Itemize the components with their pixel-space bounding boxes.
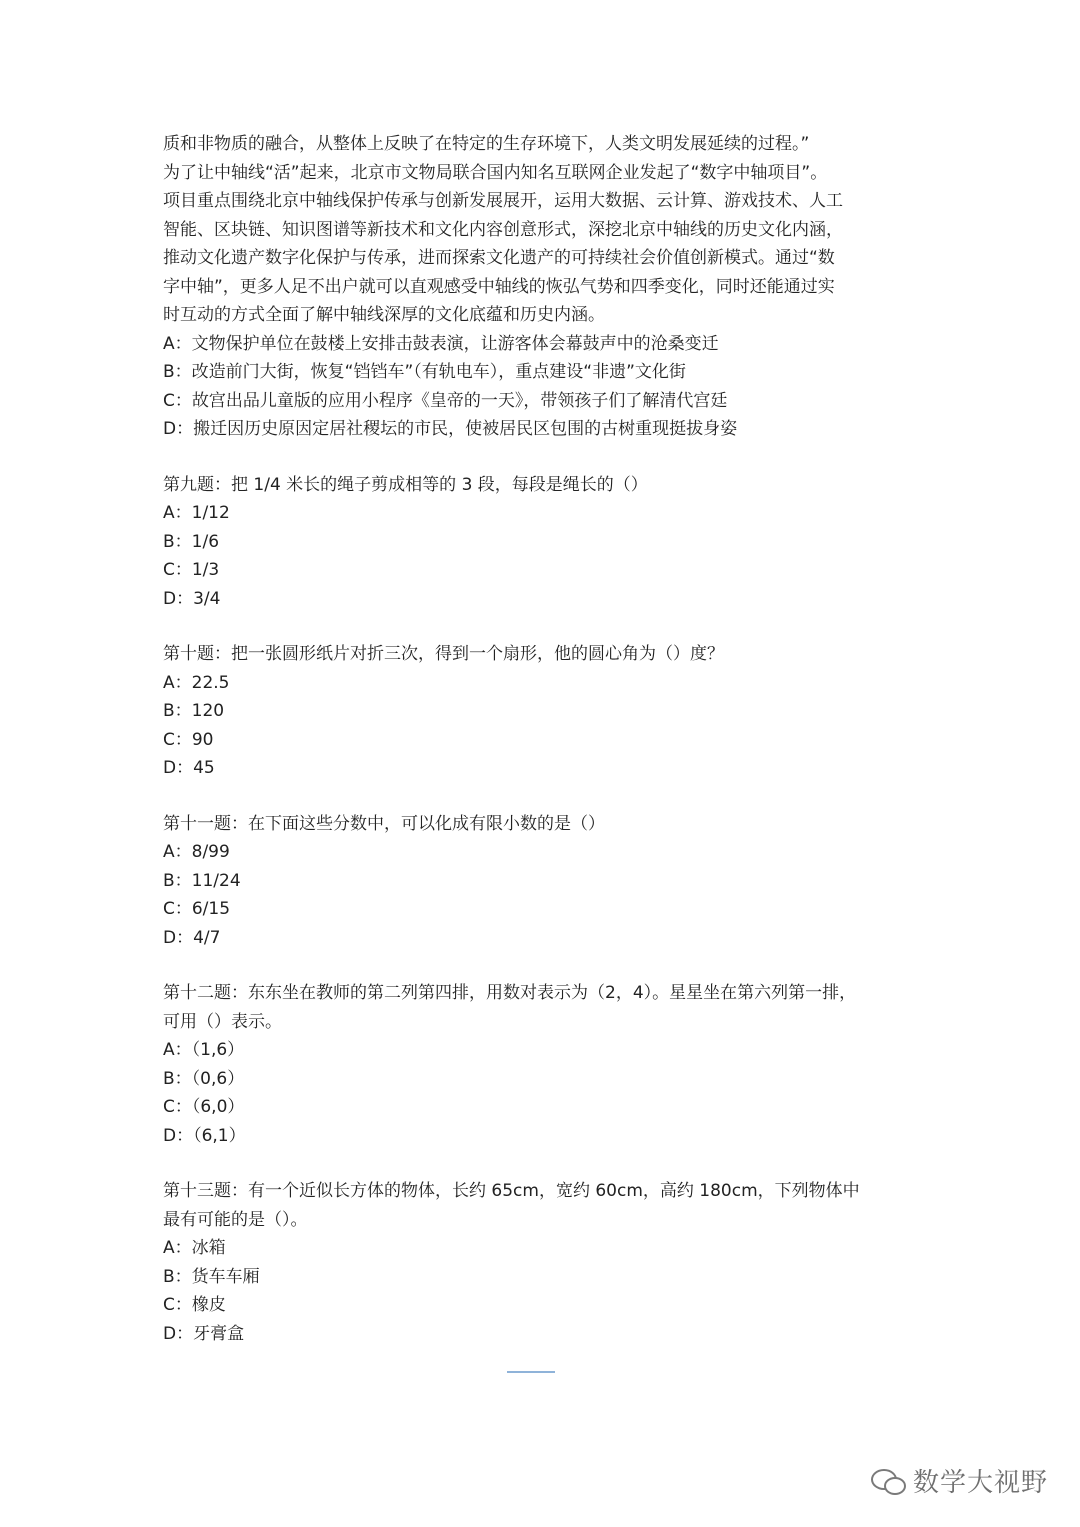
question-12 [163,979,923,1150]
option-d: D：搬迁因历史原因定居社稷坛的市民，使被居民区包围的古树重现挺拔身姿 [163,419,738,439]
option-a: A：冰箱 [163,1238,226,1258]
paragraph-line: 推动文化遗产数字化保护与传承，进而探索文化遗产的可持续社会价值创新模式。通过“数 [163,248,835,268]
option-b: B：改造前门大街，恢复“铛铛车”（有轨电车），重点建设“非遗”文化街 [163,362,686,382]
question-title: 第十二题：东东坐在教师的第二列第四排，用数对表示为（2，4）。星星坐在第六列第一排， [163,983,857,1003]
watermark [871,1462,1048,1499]
question-title: 第十一题：在下面这些分数中，可以化成有限小数的是（） [163,813,605,834]
option-c: C：故宫出品儿童版的应用小程序《皇帝的一天》，带领孩子们了解清代宫廷 [163,390,728,411]
option-c: C：90 [163,729,214,750]
option-a: A：22.5 [163,672,230,693]
option-b: B：120 [163,701,225,721]
option-d: D：3/4 [163,588,221,609]
page-footer-divider [507,1371,555,1373]
option-d: D：45 [163,758,215,778]
question-9 [163,471,923,614]
option-b: B：（0,6） [163,1068,245,1089]
question-title-continued: 可用（）表示。 [163,1011,282,1032]
question-title-continued: 最有可能的是（）。 [163,1209,308,1230]
question-title: 第九题：把 1/4 米长的绳子剪成相等的 3 段，每段是绳长的（） [163,474,648,495]
option-c: C：（6,0） [163,1097,245,1117]
option-c: C：1/3 [163,560,220,580]
wechat-icon [871,1467,905,1495]
option-b: B：11/24 [163,870,241,891]
paragraph-line: 时互动的方式全面了解中轴线深厚的文化底蕴和历史内涵。 [163,305,605,325]
document-content [163,130,923,1348]
intro-options [163,330,923,444]
option-d: D：（6,1） [163,1125,246,1146]
option-d: D：4/7 [163,927,221,948]
question-10 [163,640,923,783]
paragraph-line: 为了让中轴线“活”起来，北京市文物局联合国内知名互联网企业发起了“数字中轴项目”。 [163,162,828,183]
watermark-text: 数学大视野 [912,1468,1048,1498]
question-title: 第十题：把一张圆形纸片对折三次，得到一个扇形，他的圆心角为（）度？ [163,644,724,664]
question-11 [163,810,923,953]
option-c: C：6/15 [163,899,231,919]
option-c: C：橡皮 [163,1295,226,1315]
option-a: A：文物保护单位在鼓楼上安排击鼓表演，让游客体会幕鼓声中的沧桑变迁 [163,333,719,354]
question-13 [163,1177,923,1348]
question-title: 第十三题：有一个近似长方体的物体，长约 65cm，宽约 60cm，高约 180cm，下列物体中 [163,1181,860,1201]
paragraph-line: 智能、区块链、知识图谱等新技术和文化内容创意形式，深挖北京中轴线的历史文化内涵， [163,219,843,240]
paragraph-line: 质和非物质的融合，从整体上反映了在特定的生存环境下，人类文明发展延续的过程。” [163,134,810,154]
paragraph-line: 字中轴”，更多人足不出户就可以直观感受中轴线的恢弘气势和四季变化，同时还能通过实 [163,276,835,297]
option-a: A：（1,6） [163,1040,245,1060]
option-b: B：1/6 [163,531,220,552]
paragraph-line: 项目重点围绕北京中轴线保护传承与创新发展展开，运用大数据、云计算、游戏技术、人工 [163,191,843,211]
option-a: A：1/12 [163,503,230,523]
option-d: D：牙膏盒 [163,1323,245,1344]
option-a: A：8/99 [163,842,230,862]
option-b: B：货车车厢 [163,1266,260,1287]
intro-paragraph [163,130,923,330]
